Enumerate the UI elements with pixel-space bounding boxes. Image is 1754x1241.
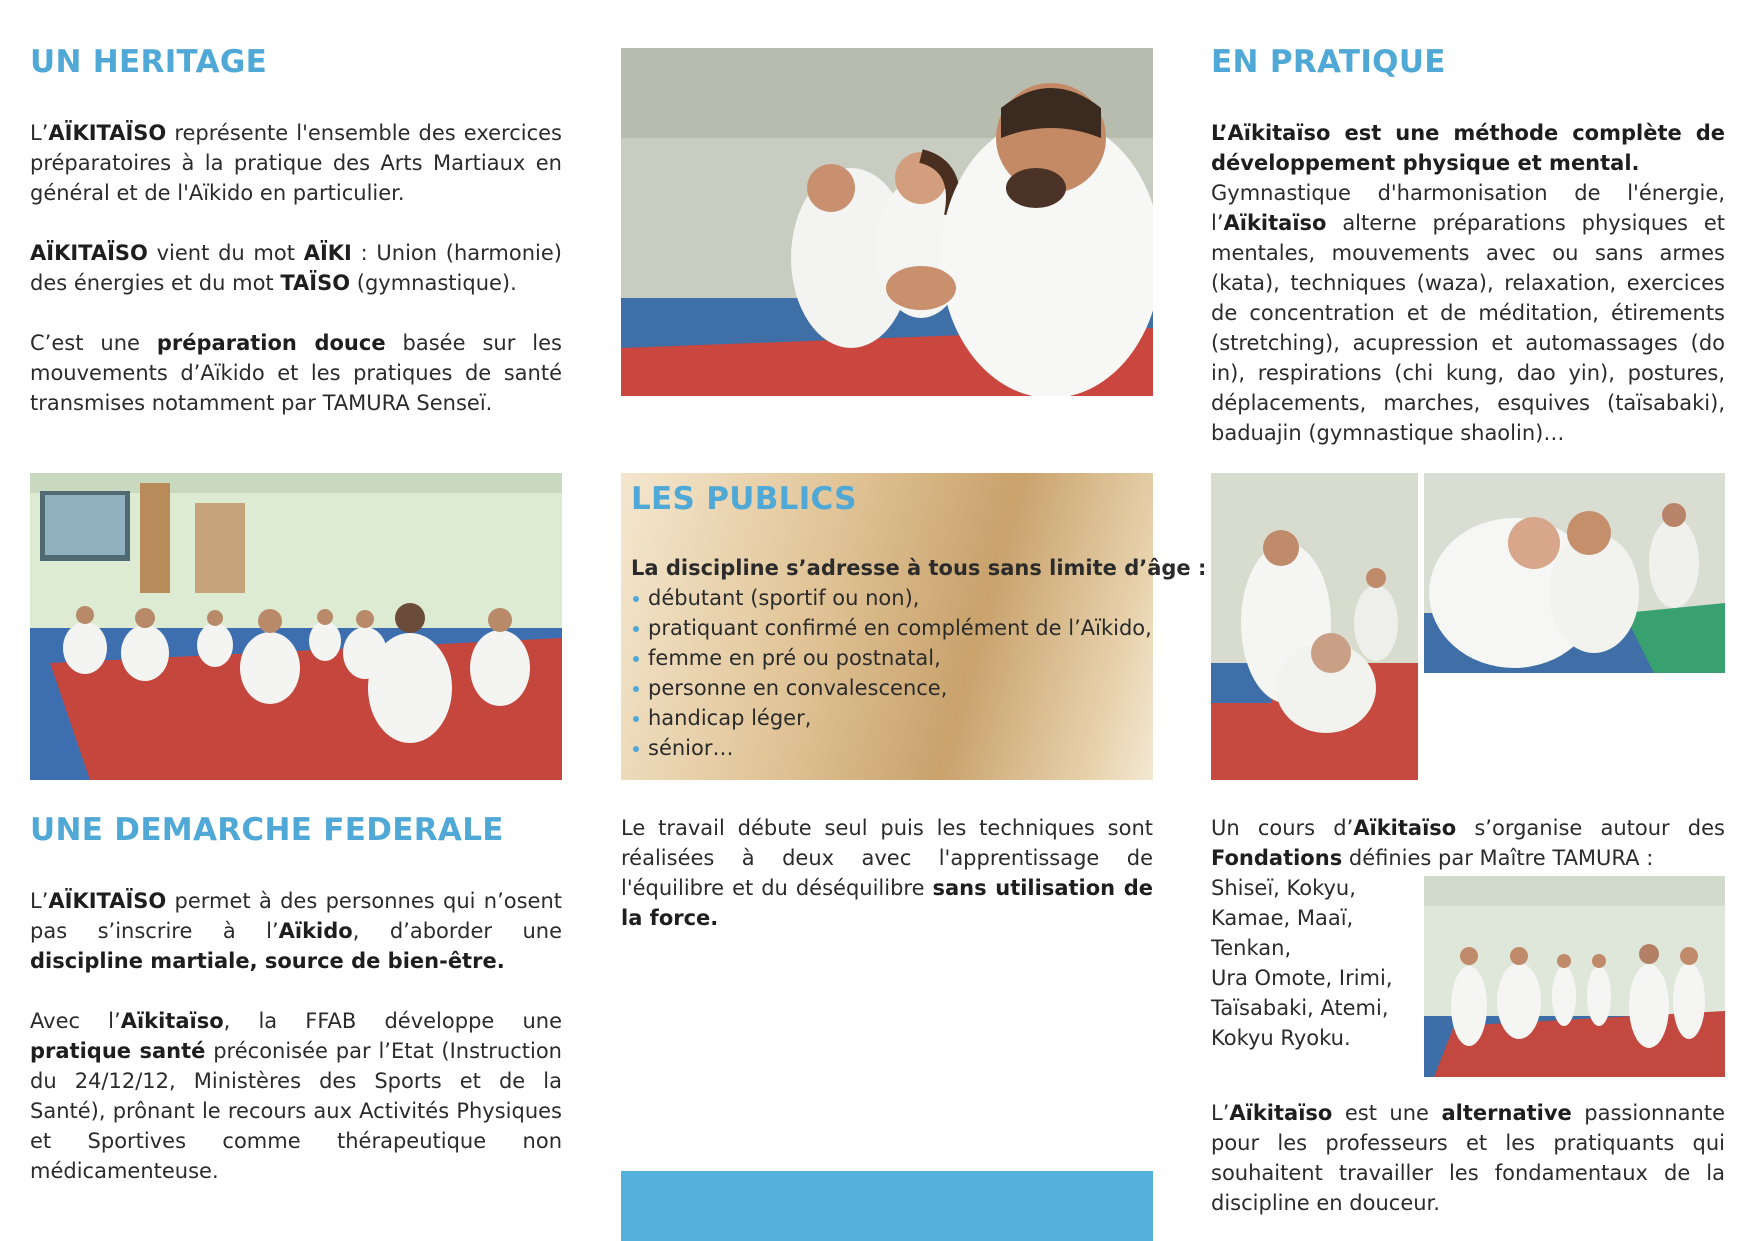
list-item: Kokyu Ryoku. — [1211, 1026, 1351, 1050]
pair-training-photo — [1424, 473, 1725, 673]
heritage-p2: AÏKITAÏSO vient du mot AÏKI : Union (harmonie) des énergies et du mot TAÏSO (gymnastique). — [30, 241, 562, 295]
travail-paragraph: Le travail débute seul puis les techniques sont réalisées à deux avec l'apprentissage de l'équilibre et du déséquilibre sans utilisation de la force. — [621, 816, 1153, 930]
heritage-p3: C’est une préparation douce basée sur les mouvements d’Aïkido et les pratiques de santé transmises notamment par TAMURA Senseï. — [30, 331, 562, 415]
stretching-practitioners-photo — [621, 48, 1153, 396]
list-item: Kamae, Maaï, — [1211, 906, 1354, 930]
publics-list — [631, 583, 1152, 763]
publics-intro: La discipline s’adresse à tous sans limite d’âge : — [631, 556, 1207, 580]
list-item: Tenkan, — [1211, 936, 1292, 960]
heritage-p1: L’AÏKITAÏSO représente l'ensemble des exercices préparatoires à la pratique des Arts Martiaux en général et de l'Aïkido en particulier. — [30, 121, 562, 205]
kneeling-technique-photo — [1211, 473, 1418, 780]
list-item: Shiseï, Kokyu, — [1211, 876, 1356, 900]
list-item: femme en pré ou postnatal, — [631, 643, 1146, 673]
publics-title: LES PUBLICS — [631, 481, 857, 517]
pratique-lead: L’Aïkitaïso est une méthode complète de développement physique et mental. — [1211, 121, 1725, 175]
list-item: Taïsabaki, Atemi, — [1211, 996, 1389, 1020]
fondations-list — [1211, 873, 1411, 1053]
list-item: Ura Omote, Irimi, — [1211, 966, 1393, 990]
publics-content — [631, 553, 1207, 763]
cours-intro: Un cours d’Aïkitaïso s’organise autour des Fondations définies par Maître TAMURA : — [1211, 816, 1725, 870]
list-item: pratiquant confirmé en complément de l’Aïkido, — [631, 613, 1146, 643]
list-item: sénior… — [631, 733, 1146, 763]
list-item: personne en convalescence, — [631, 673, 1146, 703]
footer-blue-bar — [621, 1171, 1153, 1241]
demarche-p2: Avec l’Aïkitaïso, la FFAB développe une pratique santé préconisée par l’Etat (Instruction du 24/12/12, Ministères des Sports et de la Santé), prônant le recours aux Activités Physiques et Sportives comme thérapeutique non médicamenteuse. — [30, 1009, 562, 1183]
heritage-title: UN HERITAGE — [30, 44, 268, 80]
group-training-photo — [1424, 876, 1725, 1077]
pratique-text: L’Aïkitaïso est une méthode complète de développement physique et mental. Gymnastique d'harmonisation de l'énergie, l’Aïkitaïso alterne préparations physiques et mentales, mouvements avec ou sans armes (kata), techniques (waza), relaxation, exercices de concentration et de méditation, étirements (stretching), acupression et automassages (do in), respirations (chi kung, dao yin), postures, déplacements, marches, esquives (taïsabaki), baduajin (gymnastique shaolin)… — [1211, 121, 1725, 445]
publics-box — [621, 473, 1207, 780]
demarche-p1: L’AÏKITAÏSO permet à des personnes qui n’osent pas s’inscrire à l’Aïkido, d’aborder une discipline martiale, source de bien-être. — [30, 889, 563, 973]
alternative-paragraph: L’Aïkitaïso est une alternative passionnante pour les professeurs et les pratiquants qui souhaitent travailler les fondamentaux de la discipline en douceur. — [1211, 1101, 1725, 1215]
group-kneeling-photo — [30, 473, 562, 780]
pratique-title: EN PRATIQUE — [1211, 44, 1446, 80]
list-item: handicap léger, — [631, 703, 1146, 733]
demarche-title: UNE DEMARCHE FEDERALE — [30, 812, 504, 848]
list-item: débutant (sportif ou non), — [631, 583, 1146, 613]
